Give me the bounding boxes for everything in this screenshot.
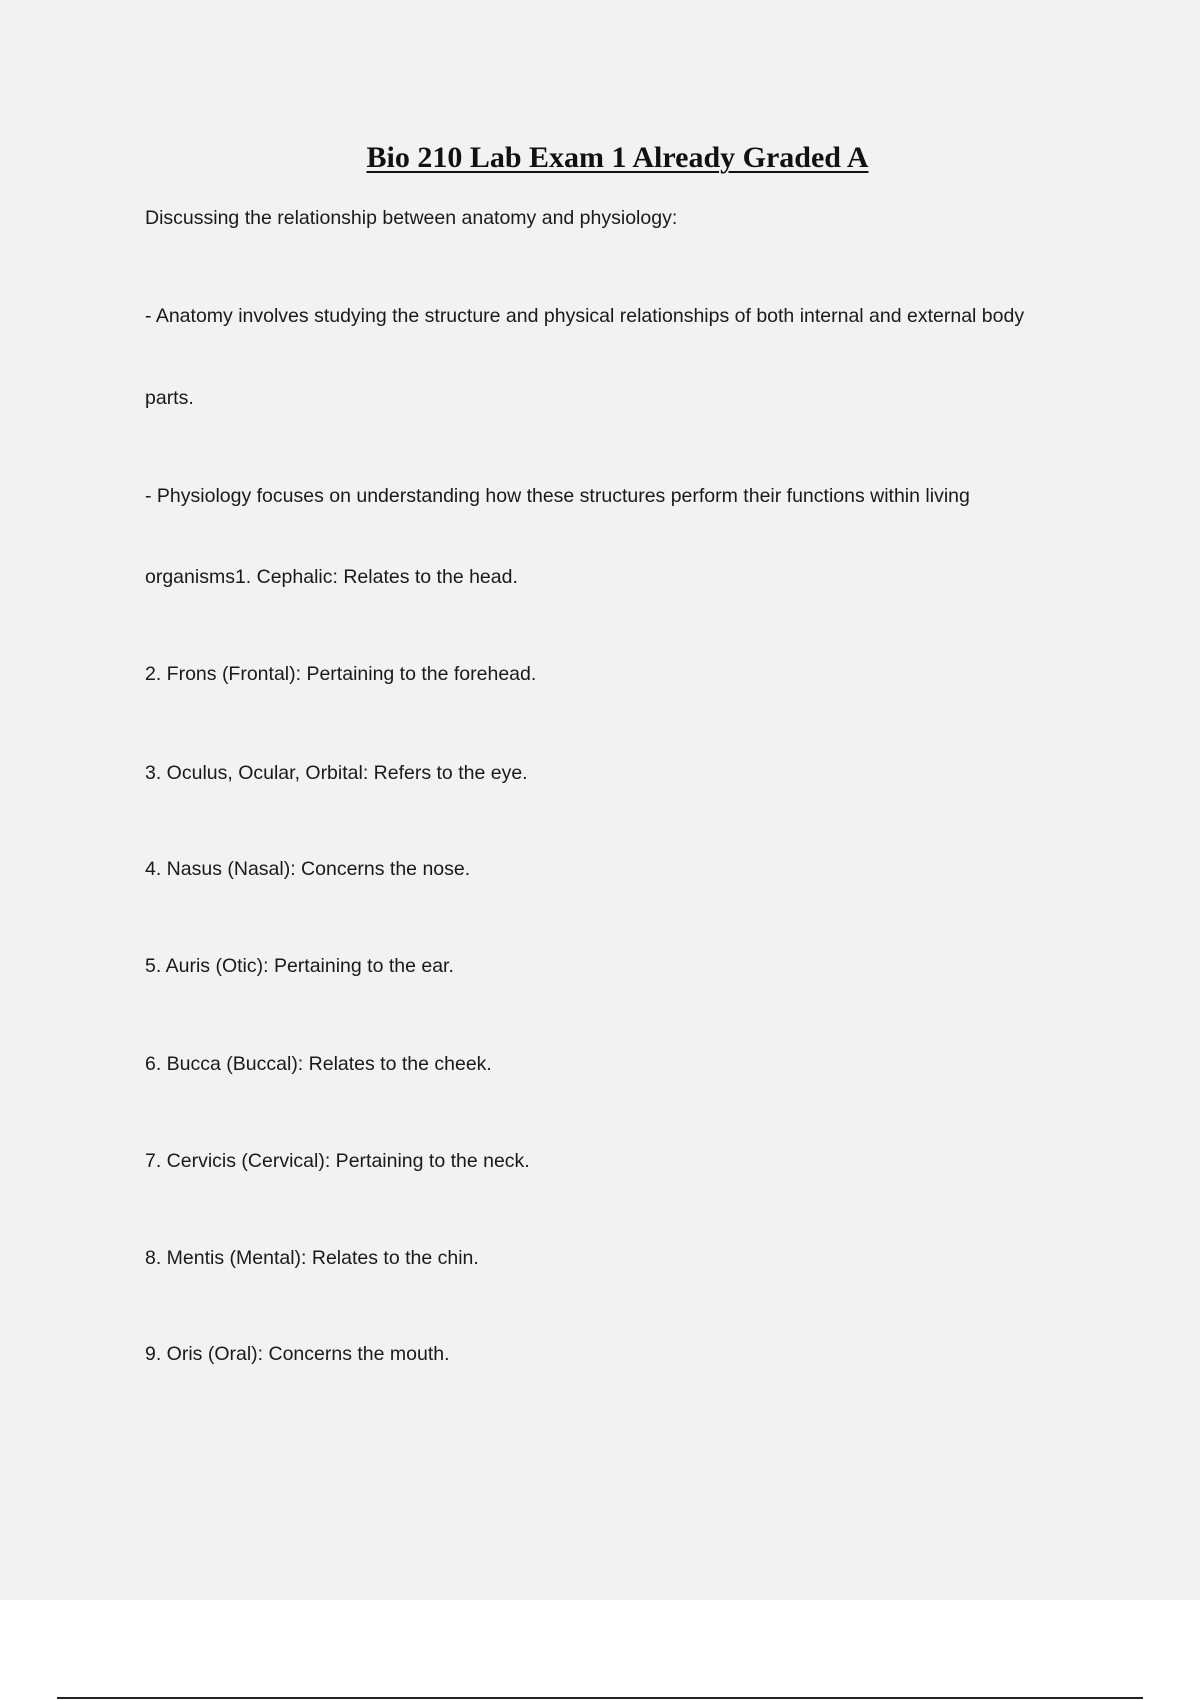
term-oris: 9. Oris (Oral): Concerns the mouth. <box>145 1343 450 1365</box>
physiology-line: - Physiology focuses on understanding how these structures perform their functions within living <box>145 485 970 507</box>
term-oculus: 3. Oculus, Ocular, Orbital: Refers to the eye. <box>145 762 528 784</box>
document-title: Bio 210 Lab Exam 1 Already Graded A <box>366 141 869 174</box>
anatomy-line: - Anatomy involves studying the structure and physical relationships of both internal and external body <box>145 305 1025 327</box>
term-nasus: 4. Nasus (Nasal): Concerns the nose. <box>145 858 471 880</box>
footer-divider <box>57 1697 1143 1699</box>
term-cephalic: organisms1. Cephalic: Relates to the head. <box>145 566 518 588</box>
term-frons: 2. Frons (Frontal): Pertaining to the forehead. <box>145 663 537 685</box>
term-cervicis: 7. Cervicis (Cervical): Pertaining to the neck. <box>145 1150 530 1172</box>
term-auris: 5. Auris (Otic): Pertaining to the ear. <box>145 955 454 977</box>
term-bucca: 6. Bucca (Buccal): Relates to the cheek. <box>145 1053 492 1075</box>
intro-line: Discussing the relationship between anatomy and physiology: <box>145 207 678 229</box>
term-mentis: 8. Mentis (Mental): Relates to the chin. <box>145 1247 479 1269</box>
anatomy-line-continued: parts. <box>145 387 194 409</box>
